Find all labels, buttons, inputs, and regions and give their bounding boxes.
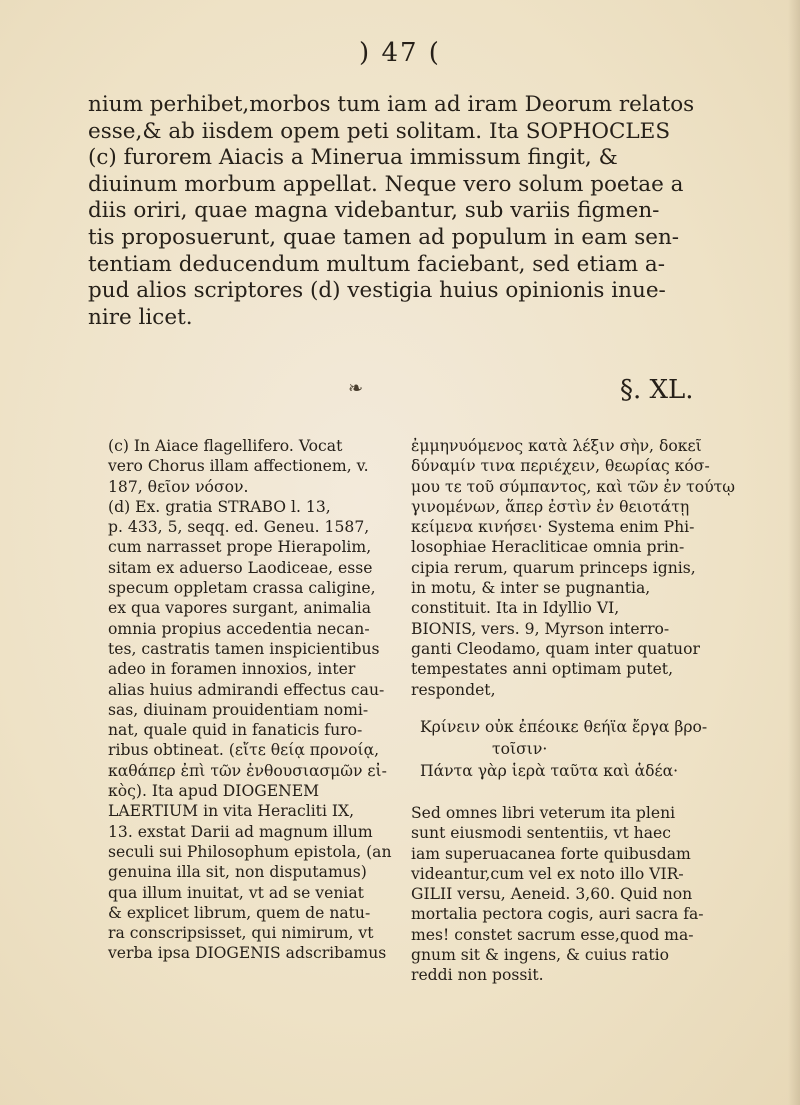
footnote-line: sitam ex aduerso Laodiceae, esse — [108, 558, 373, 577]
page-edge-shadow — [788, 0, 800, 1105]
footnote-line: 187, θεῖον νόσον. — [108, 477, 249, 496]
footnote-line: BIONIS, vers. 9, Myrson interro- — [411, 619, 670, 638]
footnote-line: tes, castratis tamen inspicientibus — [108, 639, 380, 658]
main-line: nire licet. — [88, 304, 193, 330]
footnote-line: μου τε τοῦ σύμπαντος, καὶ τῶν ἐν τούτῳ — [411, 477, 736, 496]
footnote-line: reddi non possit. — [411, 966, 544, 985]
footnote-column-right-lower — [411, 803, 711, 986]
footnote-line: seculi sui Philosophum epistola, (an — [108, 842, 392, 861]
footnote-line: κὸς). Ita apud DIOGENEM — [108, 782, 320, 801]
footnote-line: γινομένων, ἅπερ ἐστὶν ἐν θειοτάτῃ — [411, 497, 690, 516]
footnote-line: LAERTIUM in vita Heracliti IX, — [108, 802, 355, 821]
footnote-line: ganti Cleodamo, quam inter quatuor — [411, 639, 700, 658]
footnote-line: genuina illa sit, non disputamus) — [108, 863, 367, 882]
footnote-line: respondet, — [411, 680, 496, 699]
footnote-line: ἐμμηνυόμενος κατὰ λέξιν σὴν, δοκεῖ — [411, 437, 702, 455]
footnote-line: cipia rerum, quarum princeps ignis, — [411, 558, 696, 577]
footnote-line: ra conscripsisset, qui nimirum, vt — [108, 924, 374, 943]
footnote-line: losophiae Heracliticae omnia prin- — [411, 538, 685, 557]
footnote-line: in motu, & inter se pugnantia, — [411, 579, 651, 598]
main-line: tentiam deducendum multum faciebant, sed etiam a- — [88, 251, 665, 277]
footnote-line: ribus obtineat. (εἴτε θείᾳ προνοίᾳ, — [108, 741, 380, 760]
main-line: diuinum morbum appellat. Neque vero solum poetae a — [88, 171, 684, 197]
main-line: esse,& ab iisdem opem peti solitam. Ita SOPHOCLES — [88, 118, 671, 144]
verse-line: Πάντα γὰρ ἱερὰ ταῦτα καὶ ἁδέα· — [420, 762, 679, 780]
footnote-line: (c) In Aiace flagellifero. Vocat — [108, 437, 343, 455]
section-heading: §. XL. — [620, 375, 694, 405]
footnote-line: Sed omnes libri veterum ita pleni — [411, 804, 676, 822]
greek-verse-quote — [420, 716, 710, 782]
page-number: ) 47 ( — [359, 38, 441, 68]
footnote-line: videantur,cum vel ex noto illo VIR- — [411, 864, 684, 883]
main-line: diis oriri, quae magna videbantur, sub variis figmen- — [88, 198, 660, 224]
footnote-line: p. 433, 5, seqq. ed. Geneu. 1587, — [108, 518, 370, 537]
footnote-line: omnia propius accedentia necan- — [108, 619, 370, 638]
footnote-line: verba ipsa DIOGENIS adscribamus — [108, 944, 387, 963]
footnote-line: mes! constet sacrum esse,quod ma- — [411, 925, 694, 944]
footnote-column-right-upper — [411, 436, 736, 700]
fleuron-ornament: ❧ — [348, 378, 364, 399]
footnote-line: qua illum inuitat, vt ad se veniat — [108, 883, 364, 902]
footnote-line: sunt eiusmodi sententiis, vt haec — [411, 824, 671, 843]
footnote-line: & explicet librum, quem de natu- — [108, 903, 371, 922]
verse-line: Κρίνειν οὐκ ἐπέοικε θεήϊα ἔργα βρο- — [420, 718, 708, 736]
footnote-line: iam superuacanea forte quibusdam — [411, 844, 691, 863]
footnote-line: 13. exstat Darii ad magnum illum — [108, 822, 373, 841]
footnote-line: cum narrasset prope Hierapolim, — [108, 538, 372, 557]
footnote-line: κείμενα κινήσει· Systema enim Phi- — [411, 518, 695, 537]
footnote-line: alias huius admirandi effectus cau- — [108, 680, 385, 699]
footnote-line: nat, quale quid in fanaticis furo- — [108, 721, 363, 740]
footnote-line: specum oppletam crassa caligine, — [108, 579, 376, 598]
footnote-line: (d) Ex. gratia STRABO l. 13, — [108, 497, 331, 516]
footnote-line: vero Chorus illam affectionem, v. — [108, 457, 369, 476]
footnote-column-left — [108, 436, 391, 964]
footnote-line: constituit. Ita in Idyllio VI, — [411, 599, 620, 618]
main-line: nium perhibet,morbos tum iam ad iram Deorum relatos — [88, 92, 695, 117]
footnote-line: tempestates anni optimam putet, — [411, 660, 674, 679]
footnote-line: δύναμίν τινα περιέχειν, θεωρίας κόσ- — [411, 457, 710, 476]
footnote-line: GILII versu, Aeneid. 3,60. Quid non — [411, 885, 693, 904]
main-line: pud alios scriptores (d) vestigia huius opinionis inue- — [88, 278, 666, 304]
footnote-line: ex qua vapores surgant, animalia — [108, 599, 372, 618]
main-line: tis proposuerunt, quae tamen ad populum in eam sen- — [88, 224, 680, 250]
footnote-line: gnum sit & ingens, & cuius ratio — [411, 946, 670, 965]
verse-line: τοῖσιν· — [492, 740, 548, 758]
main-line: (c) furorem Aiacis a Minerua immissum fingit, & — [88, 145, 618, 171]
footnote-line: καθάπερ ἐπὶ τῶν ἐνθουσιασμῶν εἰ- — [108, 761, 387, 780]
footnote-line: sas, diuinam prouidentiam nomi- — [108, 700, 369, 719]
footnote-line: adeo in foramen innoxios, inter — [108, 660, 356, 679]
footnote-line: mortalia pectora cogis, auri sacra fa- — [411, 905, 704, 924]
main-paragraph — [88, 92, 713, 331]
